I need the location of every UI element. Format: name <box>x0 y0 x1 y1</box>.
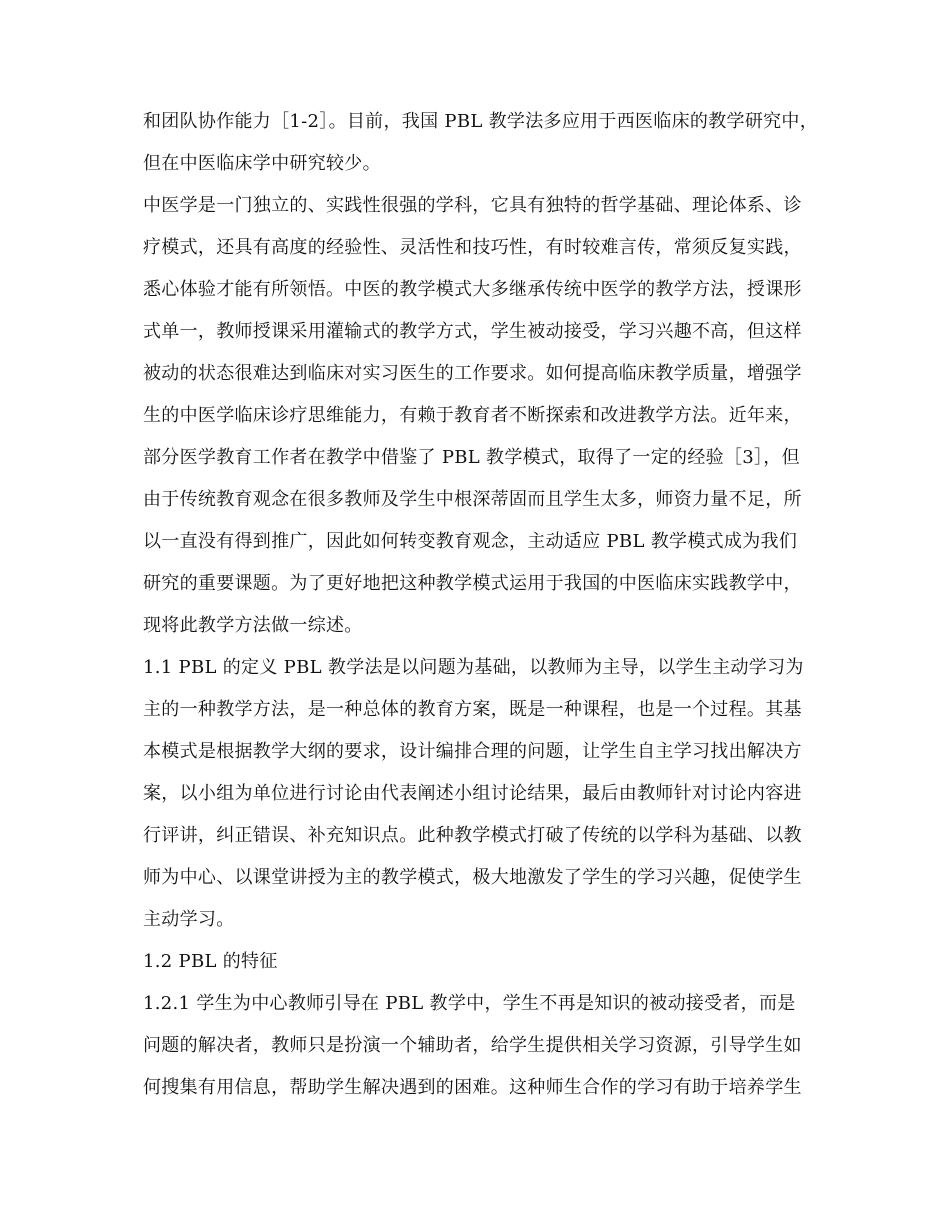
text-line: 被动的状态很难达到临床对实习医生的工作要求。如何提高临床教学质量，增强学 <box>143 363 802 384</box>
text-line: 但在中医临床学中研究较少。 <box>143 153 381 174</box>
text-line: 疗模式，还具有高度的经验性、灵活性和技巧性，有时较难言传，常须反复实践， <box>143 237 802 258</box>
text-line: 本模式是根据教学大纲的要求，设计编排合理的问题，让学生自主学习找出解决方 <box>143 741 802 762</box>
text-line: 案，以小组为单位进行讨论由代表阐述小组讨论结果，最后由教师针对讨论内容进 <box>143 783 802 804</box>
section-heading-1-2: 1.2 PBL 的特征 <box>143 951 278 972</box>
text-line: 悉心体验才能有所领悟。中医的教学模式大多继承传统中医学的教学方法，授课形 <box>143 279 802 300</box>
text-line: 师为中心、以课堂讲授为主的教学模式，极大地激发了学生的学习兴趣，促使学生 <box>143 867 802 888</box>
text-line: 中医学是一门独立的、实践性很强的学科，它具有独特的哲学基础、理论体系、诊 <box>143 195 802 216</box>
text-line: 部分医学教育工作者在教学中借鉴了 PBL 教学模式，取得了一定的经验［3］，但 <box>143 447 800 468</box>
text-line: 问题的解决者，教师只是扮演一个辅助者，给学生提供相关学习资源，引导学生如 <box>143 1035 802 1056</box>
text-line: 主的一种教学方法，是一种总体的教育方案，既是一种课程，也是一个过程。其基 <box>143 699 802 720</box>
text-line: 和团队协作能力［1-2］。目前，我国 PBL 教学法多应用于西医临床的教学研究中， <box>143 111 819 132</box>
text-line: 式单一，教师授课采用灌输式的教学方式，学生被动接受，学习兴趣不高，但这样 <box>143 321 802 342</box>
text-line: 现将此教学方法做一综述。 <box>143 615 363 636</box>
text-line: 主动学习。 <box>143 909 235 930</box>
text-line: 何搜集有用信息，帮助学生解决遇到的困难。这种师生合作的学习有助于培养学生 <box>143 1077 802 1098</box>
text-line: 行评讲，纠正错误、补充知识点。此种教学模式打破了传统的以学科为基础、以教 <box>143 825 802 846</box>
text-line: 研究的重要课题。为了更好地把这种教学模式运用于我国的中医临床实践教学中， <box>143 573 802 594</box>
section-heading-1-2-1: 1.2.1 学生为中心教师引导在 PBL 教学中，学生不再是知识的被动接受者，而是 <box>143 993 796 1014</box>
text-line: 生的中医学临床诊疗思维能力，有赖于教育者不断探索和改进教学方法。近年来， <box>143 405 802 426</box>
text-line: 由于传统教育观念在很多教师及学生中根深蒂固而且学生太多，师资力量不足，所 <box>143 489 802 510</box>
text-line: 以一直没有得到推广，因此如何转变教育观念，主动适应 PBL 教学模式成为我们 <box>143 531 798 552</box>
section-heading-1-1: 1.1 PBL 的定义 PBL 教学法是以问题为基础，以教师为主导，以学生主动学习为 <box>143 657 804 678</box>
